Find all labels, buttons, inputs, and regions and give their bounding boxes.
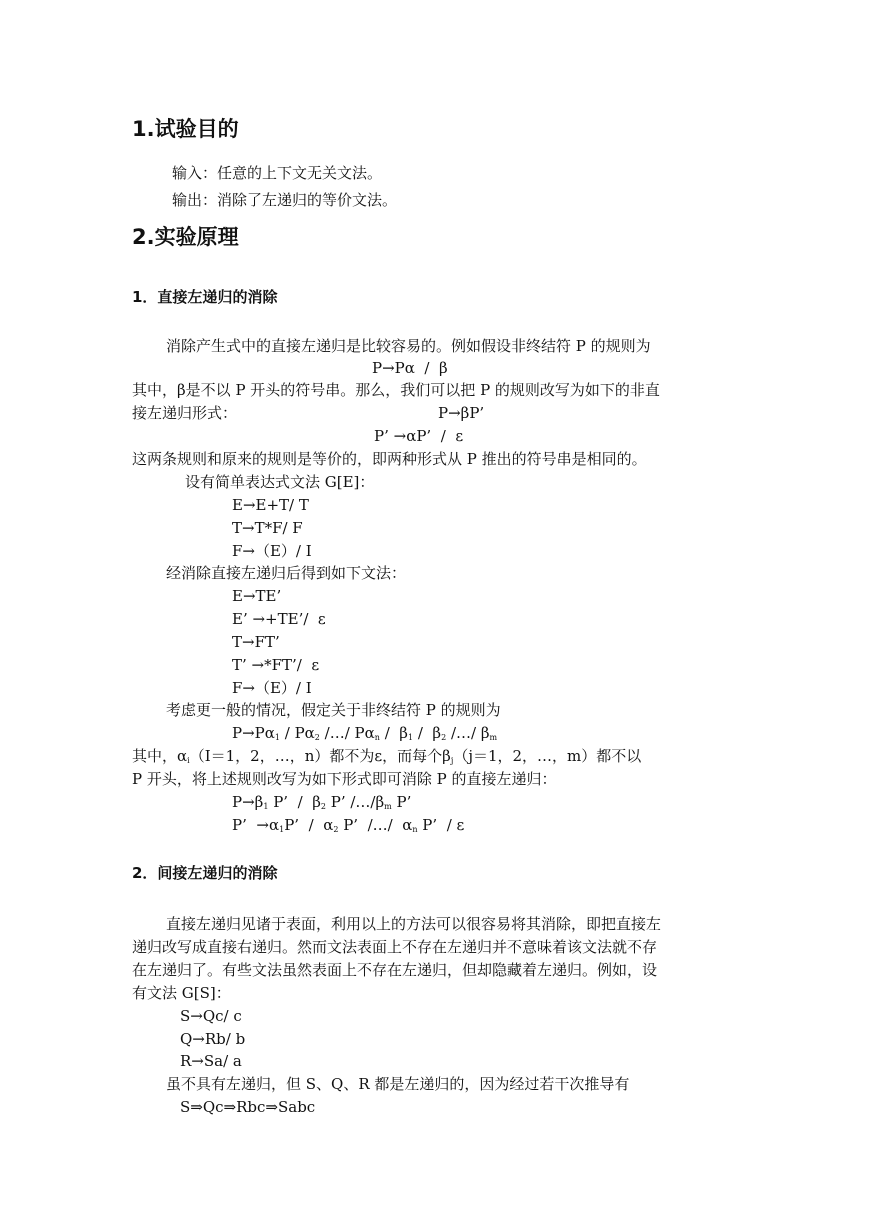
result-rule-1: $P\to\beta_1$ P’ / $\beta_2$ P’ $/\dots/\beta_m$ P’ <box>232 793 412 811</box>
derivation: S⇒Qc⇒Rbc⇒Sabc <box>180 1098 316 1116</box>
para-14: 虽不具有左递归，但 S、Q、R 都是左递归的，因为经过若干次推导有 <box>166 1075 630 1093</box>
rule-3: P’ →αP’ / ε <box>374 427 464 445</box>
section-2-title: 2.实验原理 <box>132 225 239 249</box>
para-6: 经消除直接左递归后得到如下文法： <box>166 564 407 582</box>
grammar-s-line: R→Sa/ a <box>180 1052 242 1070</box>
grammar-s-line: Q→Rb/ b <box>180 1030 246 1048</box>
para-2: 其中，β是不以 P 开头的符号串。那么，我们可以把 P 的规则改写为如下的非直 <box>132 381 660 399</box>
para-9: P 开头，将上述规则改写为如下形式即可消除 P 的直接左递归： <box>132 770 557 788</box>
purpose-output: 输出：消除了左递归的等价文法。 <box>172 191 398 209</box>
purpose-input: 输入：任意的上下文无关文法。 <box>172 164 383 182</box>
para-13: 有文法 G[S]： <box>132 984 231 1002</box>
rule-2: P→βP’ <box>438 404 485 422</box>
para-3: 接左递归形式： <box>132 404 238 422</box>
para-12: 在左递归了。有些文法虽然表面上不存在左递归，但却隐藏着左递归。例如，设 <box>132 961 658 979</box>
grammar-e-line: F→（E）/ I <box>232 542 312 560</box>
para-1: 消除产生式中的直接左递归是比较容易的。例如假设非终结符 P 的规则为 <box>166 337 651 355</box>
grammar-result-line: F→（E）/ I <box>232 679 312 697</box>
subsection-1-title: 1．直接左递归的消除 <box>132 288 278 306</box>
rule-1: P→Pα / β <box>372 359 448 377</box>
para-11: 递归改写成直接右递归。然而文法表面上不存在左递归并不意味着该文法就不存 <box>132 938 658 956</box>
para-5: 设有简单表达式文法 G[E]： <box>185 473 375 491</box>
grammar-s-line: S→Qc/ c <box>180 1007 242 1025</box>
general-rule: $P\to P\alpha_1 / P\alpha_2$ /…/ $P\alpha_n / \beta_1 / \beta_2$ /…/ $\beta_m$ <box>232 724 498 742</box>
para-10: 直接左递归见诸于表面，利用以上的方法可以很容易将其消除，即把直接左 <box>166 915 662 933</box>
para-4: 这两条规则和原来的规则是等价的，即两种形式从 P 推出的符号串是相同的。 <box>132 450 647 468</box>
grammar-e-line: E→E+T/ T <box>232 496 309 514</box>
grammar-result-line: T’ →*FT’/ ε <box>232 656 320 674</box>
section-1-title: 1.试验目的 <box>132 117 239 141</box>
subsection-2-title: 2．间接左递归的消除 <box>132 864 278 882</box>
grammar-result-line: T→FT’ <box>232 633 280 651</box>
para-8: 其中，$\alpha_i(I=1$，2，…，n）都不为ε，而每个$\beta_j(j=1$，2，…，m）都不以 <box>132 747 642 765</box>
grammar-result-line: E’ →+TE’/ ε <box>232 610 326 628</box>
para-7: 考虑更一般的情况，假定关于非终结符 P 的规则为 <box>166 701 501 719</box>
grammar-e-line: T→T*F/ F <box>232 519 303 537</box>
result-rule-2: P’ $\to\alpha_1P$’ / $\alpha_2$ P’ /…/ $\alpha_n$ P’ / ε <box>232 816 465 834</box>
grammar-result-line: E→TE’ <box>232 587 282 605</box>
